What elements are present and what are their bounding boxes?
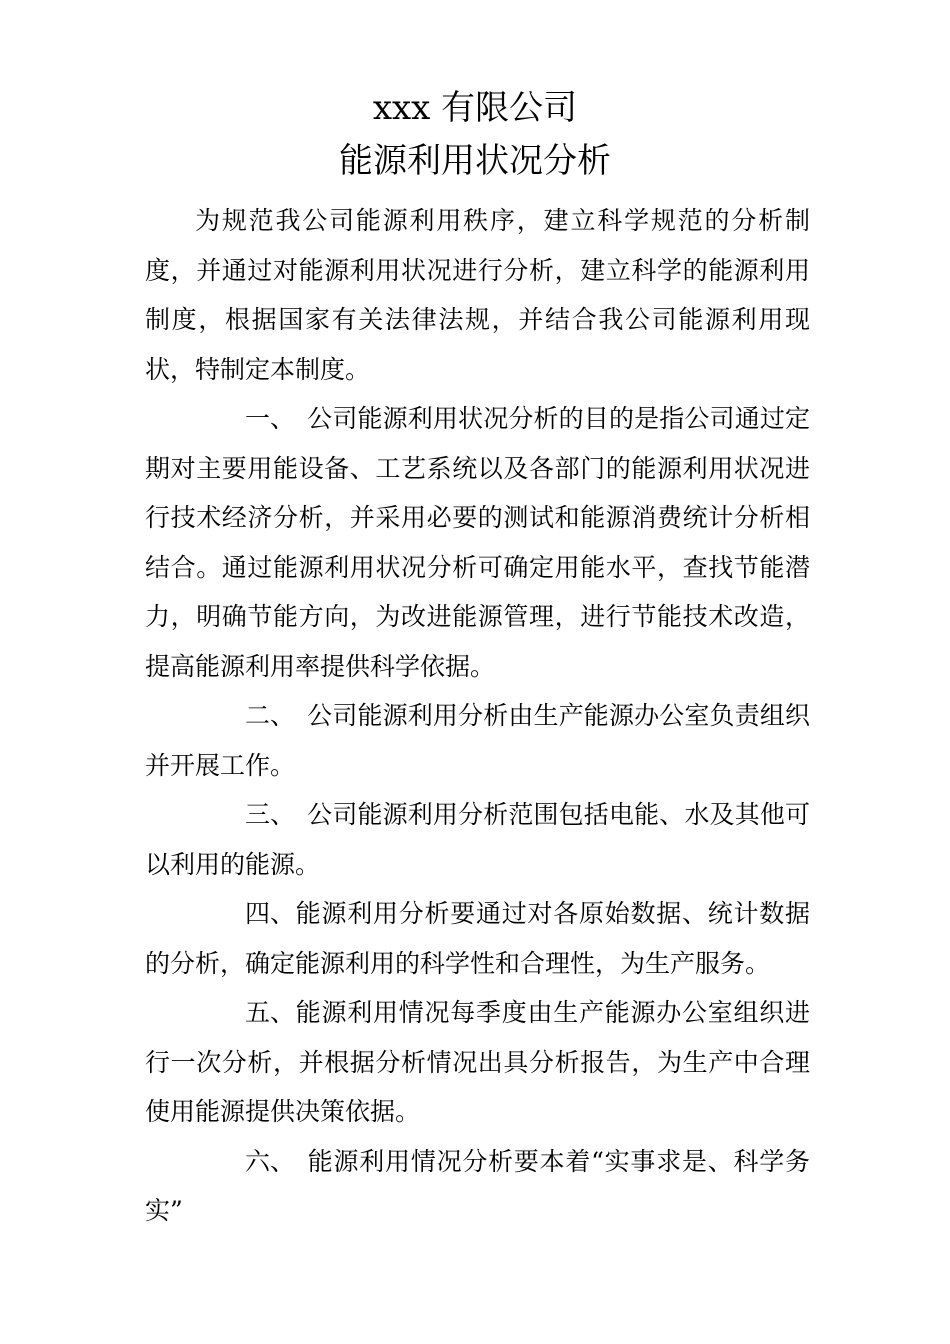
document-title-company: xxx 有限公司 — [372, 88, 578, 128]
item-text: 公司能源利用分析范围包括电能、水及其他可以利用的能源。 — [145, 800, 810, 879]
list-item — [145, 790, 810, 889]
item-number: 二、 — [245, 701, 296, 730]
list-item — [145, 889, 810, 988]
item-number: 六、 — [245, 1146, 296, 1176]
item-number: 五、 — [245, 998, 296, 1027]
item-text: 公司能源利用分析由生产能源办公室负责组织并开展工作。 — [145, 701, 810, 780]
intro-paragraph: 为规范我公司能源利用秩序，建立科学规范的分析制度，并通过对能源利用状况进行分析，建立科学的能源利用制度，根据国家有关法律法规，并结合我公司能源利用现状，特制定本制度。 — [145, 206, 810, 384]
item-number: 三、 — [245, 800, 296, 829]
list-item — [145, 691, 810, 790]
list-item — [145, 394, 810, 691]
item-text: 公司能源利用状况分析的目的是指公司通过定期对主要用能设备、工艺系统以及各部门的能源利用状况进行技术经济分析，并采用必要的测试和能源消费统计分析相结合。通过能源利用状况分析可确定用能水平，查找节能潜力，明确节能方向，为改进能源管理，进行节能技术改造，提高能源利用率提供科学依据。 — [145, 404, 810, 681]
list-item — [145, 988, 810, 1137]
document-title: 能源利用状况分析 — [339, 141, 611, 181]
item-text: 能源利用情况分析要本着“实事求是、科学务实” — [145, 1146, 810, 1225]
list-item — [145, 1137, 810, 1236]
item-number: 一、 — [245, 404, 296, 433]
item-text: 能源利用情况每季度由生产能源办公室组织进行一次分析，并根据分析情况出具分析报告，为生产中合理使用能源提供决策依据。 — [145, 998, 810, 1126]
item-text: 能源利用分析要通过对各原始数据、统计数据的分析，确定能源利用的科学性和合理性，为生产服务。 — [145, 899, 810, 978]
item-number: 四、 — [245, 899, 296, 928]
document-body — [145, 196, 810, 1236]
